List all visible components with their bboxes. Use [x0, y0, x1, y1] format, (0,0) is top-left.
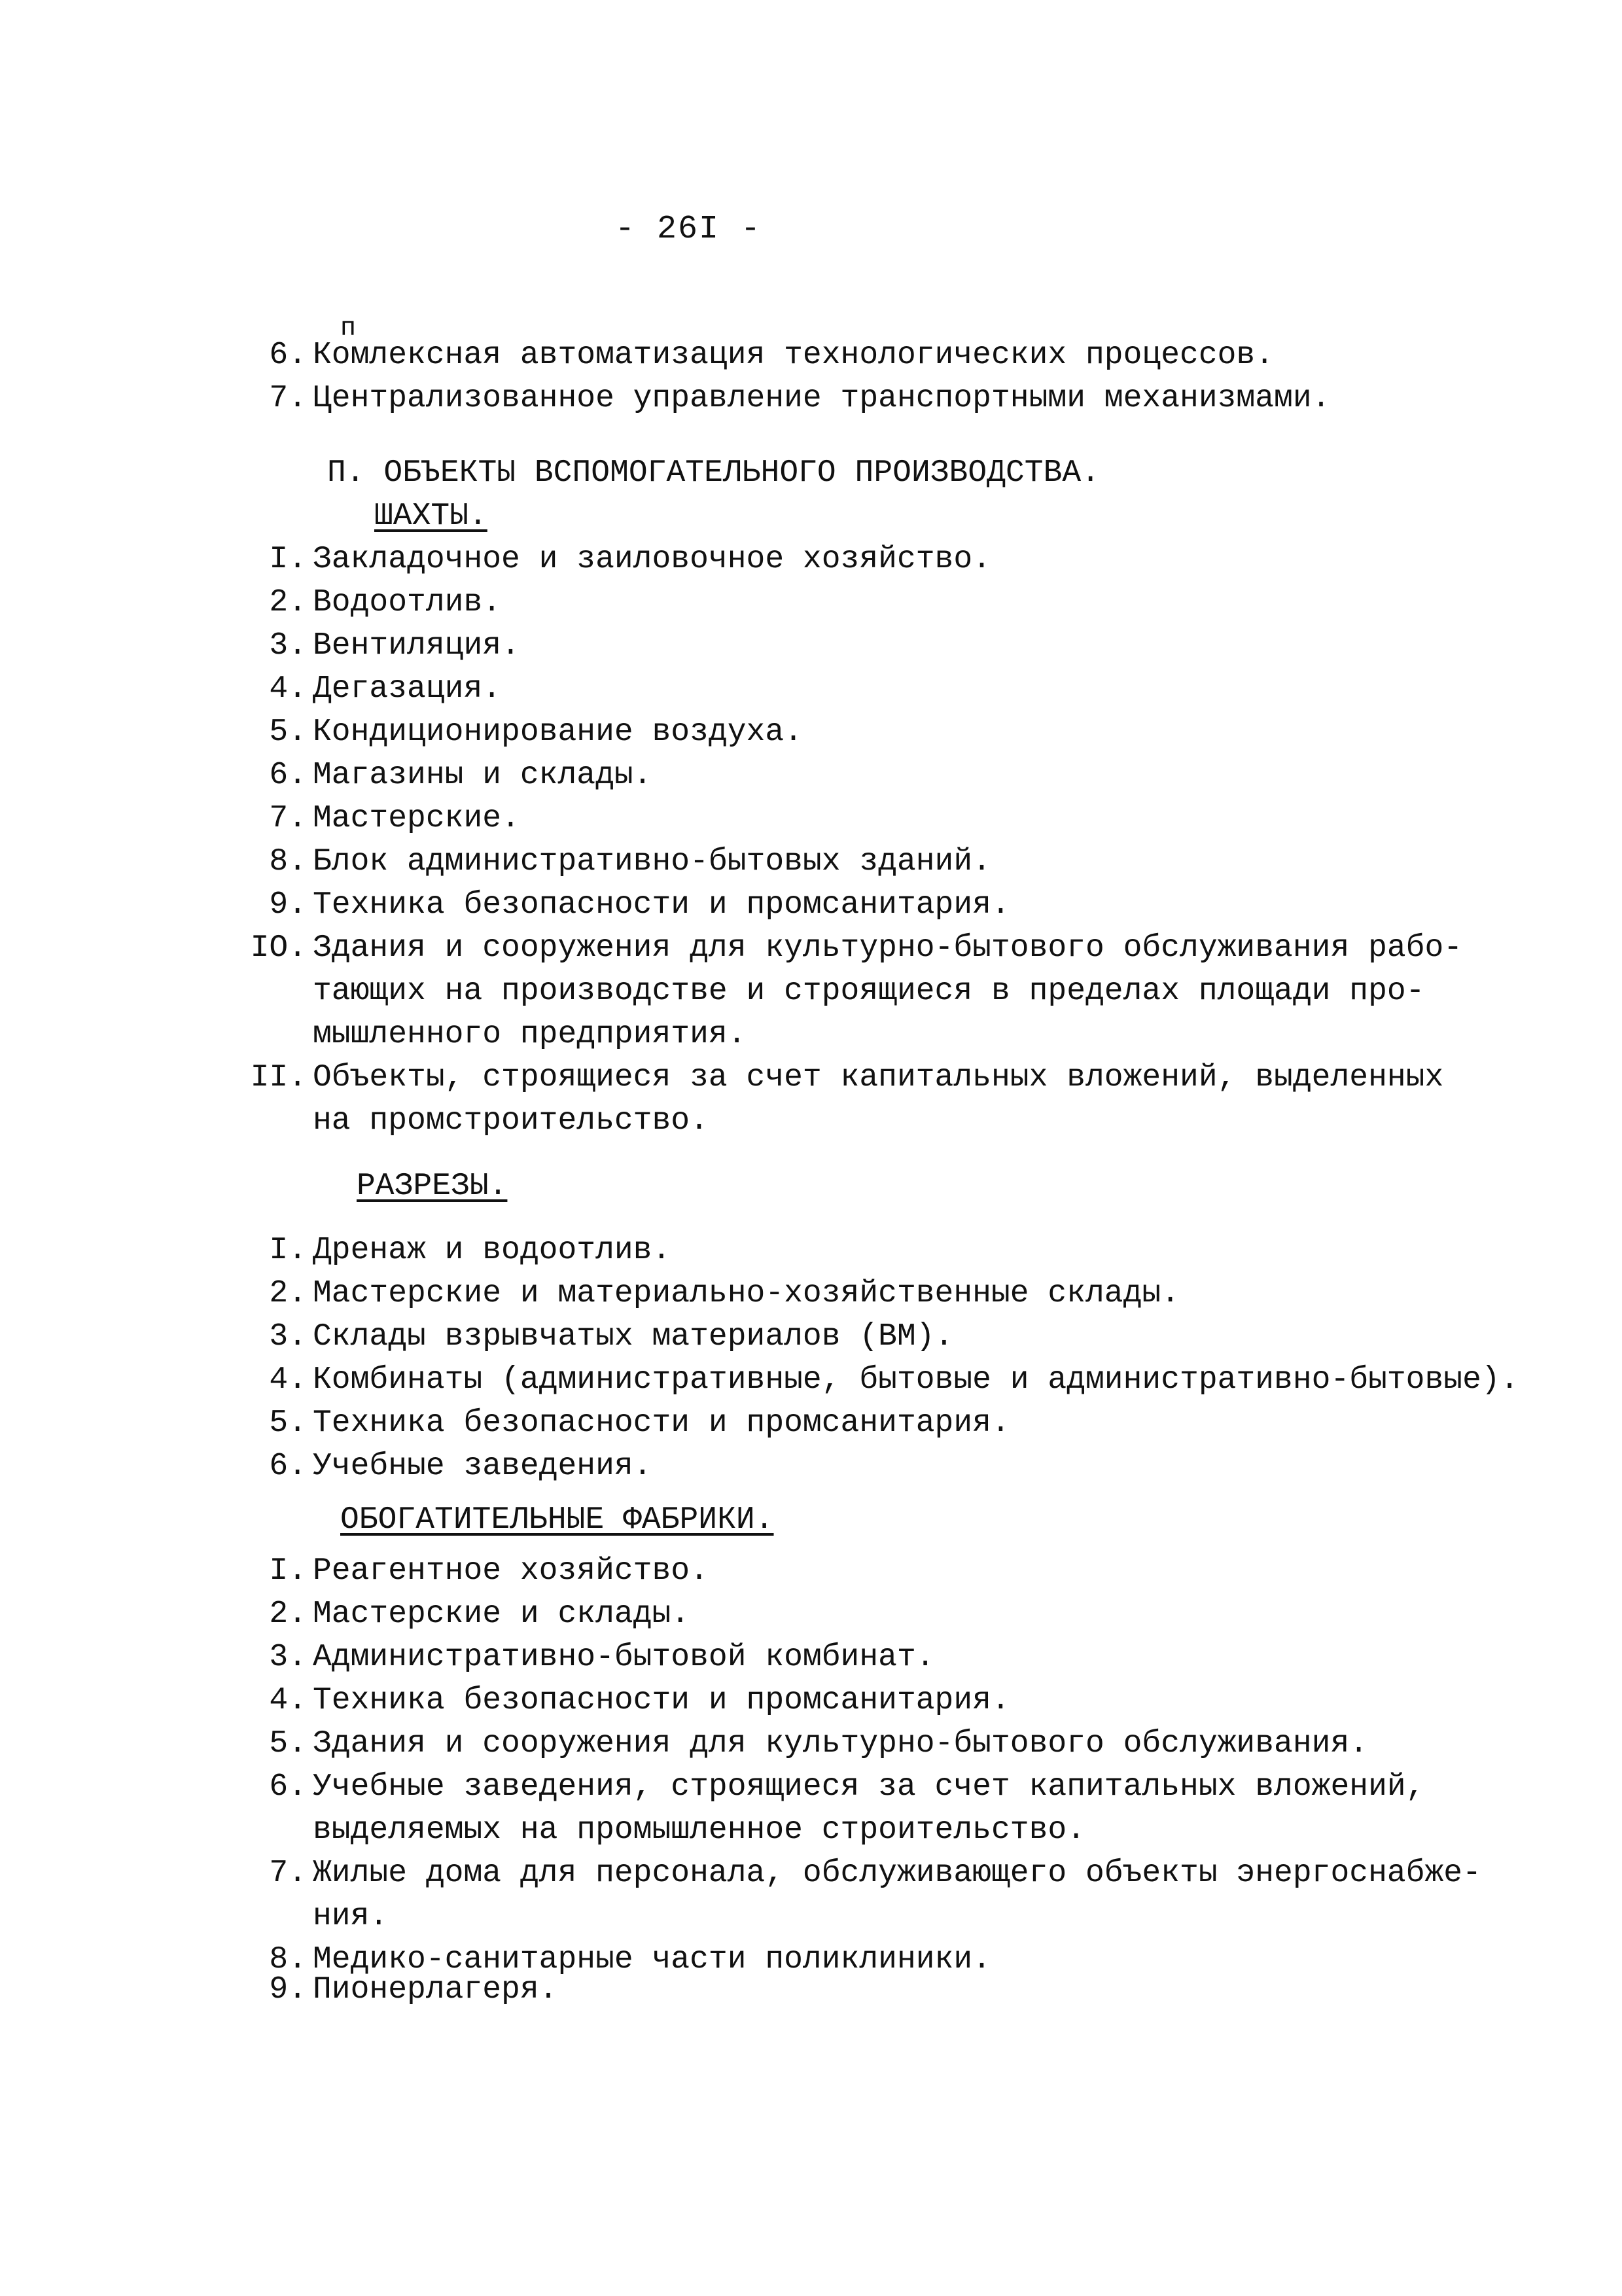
item-text: Техника безопасности и промсанитария. — [313, 1405, 1010, 1441]
shafts-list — [0, 538, 1622, 1142]
item-text-continuation: ния. — [313, 1899, 389, 1934]
item-text: Комбинаты (административные, бытовые и административно-бытовые). — [313, 1362, 1519, 1398]
item-text-continuation: мышленного предприятия. — [313, 1017, 747, 1052]
item-text: Объекты, строящиеся за счет капитальных вложений, выделенных — [313, 1060, 1444, 1095]
list-item — [0, 1315, 1622, 1358]
list-item — [0, 1765, 1622, 1809]
list-item — [0, 538, 1622, 581]
list-item — [0, 1402, 1622, 1445]
item-text: Мастерские. — [313, 801, 520, 836]
item-number: 4. — [269, 671, 307, 707]
item-number: 9. — [269, 887, 307, 923]
list-item — [0, 1272, 1622, 1315]
list-item — [0, 624, 1622, 667]
list-item-continuation — [0, 970, 1622, 1013]
item-text: Комлексная автоматизация технологических процессов. — [313, 338, 1275, 373]
item-text: Здания и сооружения для культурно-бытового обслуживания рабо- — [313, 930, 1463, 966]
item-number: 9. — [269, 1972, 307, 2007]
list-item — [0, 377, 1622, 420]
superscript-letter: п — [340, 314, 357, 344]
item-number: 4. — [269, 1362, 307, 1398]
list-item-continuation — [0, 1013, 1622, 1056]
item-text: Здания и сооружения для культурно-бытового обслуживания. — [313, 1726, 1369, 1761]
page-number: - 26I - — [615, 211, 762, 248]
list-item — [0, 711, 1622, 754]
list-item-continuation — [0, 1099, 1622, 1142]
item-text: Дренаж и водоотлив. — [313, 1233, 671, 1268]
list-item — [0, 927, 1622, 970]
item-text: Учебные заведения. — [313, 1449, 652, 1484]
item-text: Техника безопасности и промсанитария. — [313, 887, 1010, 923]
item-number: I. — [269, 542, 307, 577]
item-text: Вентиляция. — [313, 628, 520, 663]
item-text: Склады взрывчатых материалов (ВМ). — [313, 1319, 954, 1354]
list-item-continuation — [0, 1895, 1622, 1938]
item-text: Централизованное управление транспортными механизмами. — [313, 381, 1331, 416]
list-item — [0, 883, 1622, 927]
item-number: 3. — [269, 1640, 307, 1675]
section-title: П. ОБЪЕКТЫ ВСПОМОГАТЕЛЬНОГО ПРОИЗВОДСТВА. — [327, 455, 1100, 491]
list-item — [0, 840, 1622, 883]
item-text: Техника безопасности и промсанитария. — [313, 1683, 1010, 1718]
list-item — [0, 1968, 1622, 2011]
item-text: Кондиционирование воздуха. — [313, 715, 803, 750]
item-text: Пионерлагеря. — [313, 1972, 558, 2007]
list-item — [0, 1852, 1622, 1895]
list-item — [0, 1358, 1622, 1402]
item-number: I. — [269, 1233, 307, 1268]
item-text: Реагентное хозяйство. — [313, 1553, 709, 1589]
list-item — [0, 1549, 1622, 1593]
list-item — [0, 1722, 1622, 1765]
list-item — [0, 1056, 1622, 1099]
item-number: 5. — [269, 1726, 307, 1761]
item-number: 7. — [269, 381, 307, 416]
list-item — [0, 1593, 1622, 1636]
list-item — [0, 754, 1622, 797]
item-number: 7. — [269, 1856, 307, 1891]
item-number: II. — [250, 1060, 307, 1095]
item-number: 6. — [269, 758, 307, 793]
shafts-heading: ШАХТЫ. — [374, 499, 487, 534]
item-text: Медико-санитарные части поликлиники. — [313, 1942, 991, 1977]
cuts-heading: РАЗРЕЗЫ. — [357, 1169, 508, 1204]
list-item — [0, 797, 1622, 840]
plants-list — [0, 1549, 1622, 2011]
item-number: 3. — [269, 628, 307, 663]
list-item — [0, 1229, 1622, 1272]
item-text-continuation: на промстроительство. — [313, 1103, 709, 1139]
item-number: 4. — [269, 1683, 307, 1718]
item-text-continuation: тающих на производстве и строящиеся в пределах площади про- — [313, 974, 1425, 1009]
list-item — [0, 1938, 1622, 1977]
item-text: Жилые дома для персонала, обслуживающего объекты энергоснабже- — [313, 1856, 1481, 1891]
item-number: 2. — [269, 1597, 307, 1632]
item-text: Водоотлив. — [313, 585, 502, 620]
list-item — [0, 1445, 1622, 1488]
list-item — [0, 1636, 1622, 1679]
list-item — [0, 334, 1622, 377]
item-text-continuation: выделяемых на промышленное строительство. — [313, 1812, 1085, 1848]
item-text: Мастерские и материально-хозяйственные склады. — [313, 1276, 1180, 1311]
item-number: 2. — [269, 585, 307, 620]
item-number: 6. — [269, 1449, 307, 1484]
item-number: 6. — [269, 1769, 307, 1805]
item-number: 8. — [269, 844, 307, 879]
item-text: Закладочное и заиловочное хозяйство. — [313, 542, 991, 577]
list-item — [0, 667, 1622, 711]
item-text: Дегазация. — [313, 671, 502, 707]
item-text: Мастерские и склады. — [313, 1597, 690, 1632]
item-number: 2. — [269, 1276, 307, 1311]
list-item-continuation — [0, 1809, 1622, 1852]
item-number: 6. — [269, 338, 307, 373]
item-number: 7. — [269, 801, 307, 836]
item-text: Магазины и склады. — [313, 758, 652, 793]
list-item — [0, 581, 1622, 624]
item-number: IO. — [250, 930, 307, 966]
top-list — [0, 334, 1622, 420]
item-number: 5. — [269, 715, 307, 750]
item-text: Блок административно-бытовых зданий. — [313, 844, 991, 879]
list-item — [0, 1679, 1622, 1722]
item-number: I. — [269, 1553, 307, 1589]
cuts-list — [0, 1229, 1622, 1488]
item-text: Административно-бытовой комбинат. — [313, 1640, 935, 1675]
plants-heading: ОБОГАТИТЕЛЬНЫЕ ФАБРИКИ. — [340, 1502, 774, 1538]
item-number: 5. — [269, 1405, 307, 1441]
item-number: 3. — [269, 1319, 307, 1354]
item-number: 8. — [269, 1942, 307, 1977]
item-text: Учебные заведения, строящиеся за счет капитальных вложений, — [313, 1769, 1425, 1805]
